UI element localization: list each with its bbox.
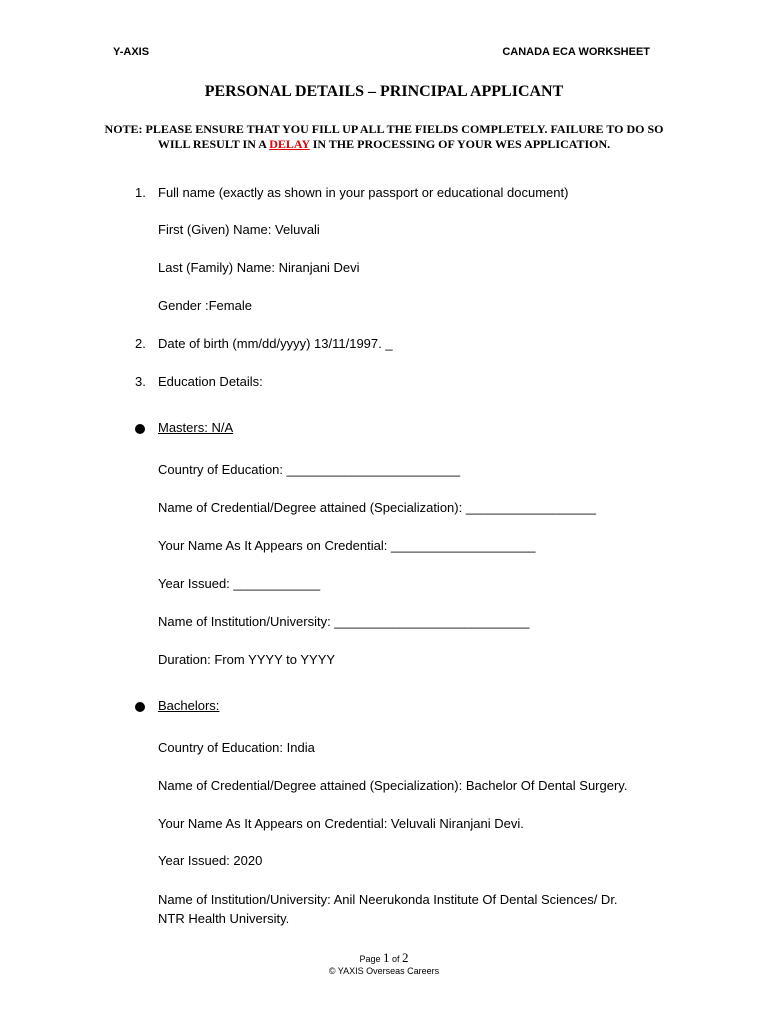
bachelors-institution-line-1: Name of Institution/University: Anil Neerukonda Institute Of Dental Sciences/ Dr. [158,892,618,907]
masters-year: Year Issued: ____________ [158,576,321,591]
bachelors-bullet-icon [135,702,145,712]
bachelors-credential: Name of Credential/Degree attained (Specialization): Bachelor Of Dental Surgery. [158,778,628,793]
bachelors-year: Year Issued: 2020 [158,853,263,868]
note-line-2 [0,137,768,152]
item-2-number: 2. [135,336,146,351]
item-1-number: 1. [135,185,146,200]
page-number [0,950,768,966]
bachelors-country: Country of Education: India [158,740,315,755]
note-line-2-post: IN THE PROCESSING OF YOUR WES APPLICATION. [309,137,611,151]
item-3-number: 3. [135,374,146,389]
page-current: 1 [383,950,390,965]
note-line-1: NOTE: PLEASE ENSURE THAT YOU FILL UP ALL THE FIELDS COMPLETELY. FAILURE TO DO SO [104,122,664,136]
masters-name-on-credential: Your Name As It Appears on Credential: ____________________ [158,538,536,553]
dob-field: Date of birth (mm/dd/yyyy) 13/11/1997. _ [158,336,393,351]
masters-country: Country of Education: ________________________ [158,462,461,477]
masters-credential: Name of Credential/Degree attained (Specialization): __________________ [158,500,596,515]
header-doc-title: CANADA ECA WORKSHEET [502,46,650,58]
header-brand: Y-AXIS [113,46,150,58]
education-label: Education Details: [158,374,263,389]
masters-institution: Name of Institution/University: ___________________________ [158,614,530,629]
page-word: Page [359,954,383,964]
bachelors-name-on-credential: Your Name As It Appears on Credential: Veluvali Niranjani Devi. [158,816,524,831]
bachelors-institution-line-2: NTR Health University. [158,911,290,926]
note-line-2-pre: WILL RESULT IN A [157,137,270,151]
full-name-label: Full name (exactly as shown in your passport or educational document) [158,185,569,200]
page-total: 2 [402,950,409,965]
footer-copyright: © YAXIS Overseas Careers [328,966,440,976]
masters-duration: Duration: From YYYY to YYYY [158,652,336,667]
bachelors-heading: Bachelors: [158,698,220,713]
masters-bullet-icon [135,424,145,434]
last-name-field: Last (Family) Name: Niranjani Devi [158,260,360,275]
page-of-word: of [389,954,403,964]
masters-heading: Masters: N/A [158,420,234,435]
note-delay-word: DELAY [269,137,310,151]
page-title: PERSONAL DETAILS – PRINCIPAL APPLICANT [204,83,564,100]
gender-field: Gender :Female [158,298,252,313]
first-name-field: First (Given) Name: Veluvali [158,222,320,237]
